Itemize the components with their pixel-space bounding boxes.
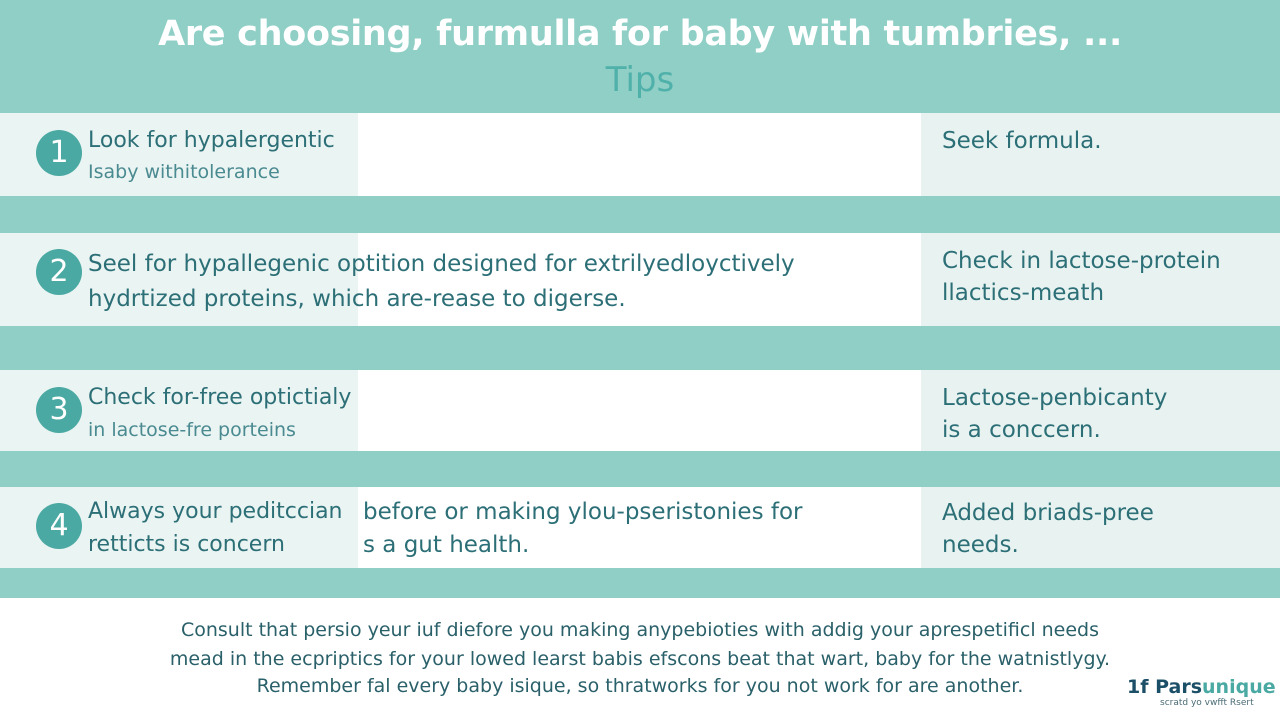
tip-middle-text: before or making ylou-pseristonies for [363, 499, 803, 525]
tip-note-line: Seek formula. [942, 128, 1102, 154]
tip-note [942, 245, 1221, 309]
tip-note-line: Added briads-pree [942, 500, 1154, 526]
tip-number-badge: 4 [36, 503, 82, 549]
tip-number-badge: 3 [36, 387, 82, 433]
tip-number-badge: 1 [36, 130, 82, 176]
tip-subtext: Isaby withitolerance [88, 161, 280, 183]
footer-line: mead in the ecpriptics for your lowed learst babis efscons beat that wart, baby for the watnistlygy. [169, 648, 1111, 670]
tip-row-4 [0, 487, 1280, 568]
tip-middle-text: s a gut health. [363, 532, 530, 558]
brand-tagline: scratd yo vwfft Rsert [1160, 698, 1254, 708]
tip-row-1 [0, 113, 1280, 196]
brand-logo [1127, 676, 1276, 698]
tip-subtext: in lactose-fre porteins [88, 419, 296, 441]
tip-note-line: is a conccern. [942, 417, 1101, 443]
footer-line: Consult that persio yeur iuf diefore you making anypebioties with addig your aprespetificl needs [180, 619, 1100, 641]
tip-row-3 [0, 370, 1280, 451]
tip-note-line: needs. [942, 532, 1019, 558]
tip-cell-middle [358, 113, 921, 196]
tip-note [942, 382, 1167, 446]
tip-number-badge: 2 [36, 249, 82, 295]
tip-cell-middle [358, 233, 921, 326]
brand-logo-prefix: 1f Pars [1127, 676, 1203, 698]
tip-title: Check for-free optictialy [88, 385, 352, 410]
page-title: Are choosing, furmulla for baby with tumbries, ... [158, 14, 1122, 54]
tip-title: Look for hypalergentic [88, 128, 335, 153]
tip-note-line: Check in lactose-protein [942, 248, 1221, 274]
page-subtitle: Tips [605, 60, 675, 100]
tip-note [942, 497, 1154, 561]
tip-subtext: retticts is concern [88, 532, 285, 557]
footer-panel [0, 598, 1280, 720]
brand-logo-suffix: unique [1202, 676, 1276, 698]
tip-cell-middle [358, 370, 921, 451]
tip-note-line: Lactose-penbicanty [942, 385, 1168, 411]
tip-row-2 [0, 233, 1280, 326]
footer-line: Remember fal every baby isique, so thratworks for you not work for are another. [256, 675, 1024, 697]
tip-title: Always your peditccian [88, 499, 343, 524]
tip-title: Seel for hypallegenic optition designed for extrilyedloyctively [88, 251, 795, 277]
tip-subtext: hydrtized proteins, which are-rease to digerse. [88, 286, 626, 312]
tip-note-line: llactics-meath [942, 280, 1105, 306]
tip-note [942, 125, 1102, 157]
header-banner [0, 0, 1280, 112]
